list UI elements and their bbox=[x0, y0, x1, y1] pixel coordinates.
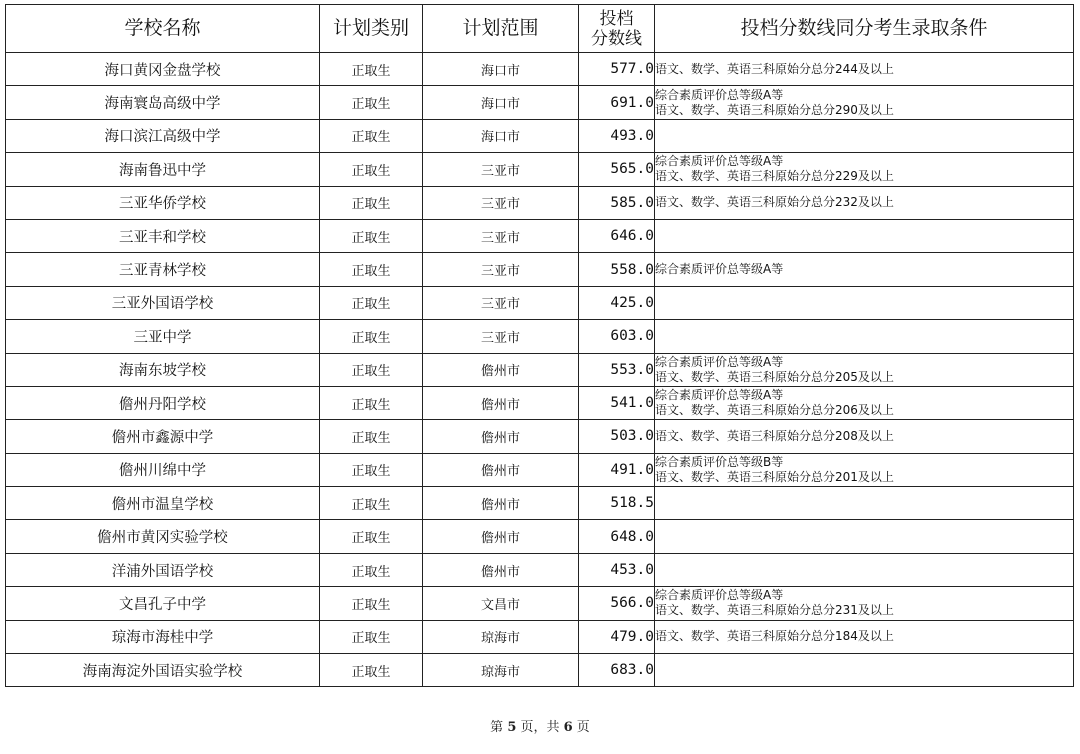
cutoff-score-cell: 558.0 bbox=[579, 253, 655, 286]
cutoff-score-cell: 493.0 bbox=[579, 119, 655, 152]
tie-conditions-cell bbox=[655, 253, 1074, 286]
tie-conditions-cell bbox=[655, 654, 1074, 687]
cutoff-score-cell: 565.0 bbox=[579, 153, 655, 186]
plan-area-cell: 儋州市 bbox=[423, 553, 579, 586]
header-cutoff-score bbox=[579, 5, 655, 53]
tie-conditions-cell bbox=[655, 620, 1074, 653]
condition-line: 综合素质评价总等级A等 bbox=[655, 588, 784, 603]
table-row bbox=[6, 453, 1074, 486]
footer-total-pages: 6 bbox=[563, 720, 573, 735]
cutoff-score-cell: 541.0 bbox=[579, 386, 655, 419]
cutoff-score-cell: 566.0 bbox=[579, 587, 655, 620]
condition-line: 语文、数学、英语三科原始分总分206及以上 bbox=[655, 403, 894, 418]
table-row bbox=[6, 587, 1074, 620]
table-row bbox=[6, 219, 1074, 252]
plan-type-cell: 正取生 bbox=[320, 53, 423, 86]
plan-type-cell: 正取生 bbox=[320, 620, 423, 653]
table-row bbox=[6, 420, 1074, 453]
header-plan-type: 计划类别 bbox=[320, 5, 423, 53]
condition-line: 语文、数学、英语三科原始分总分208及以上 bbox=[655, 428, 894, 443]
tie-conditions-cell bbox=[655, 286, 1074, 319]
plan-type-cell: 正取生 bbox=[320, 654, 423, 687]
tie-conditions-cell bbox=[655, 119, 1074, 152]
school-name-cell: 海南东坡学校 bbox=[6, 353, 320, 386]
plan-area-cell: 三亚市 bbox=[423, 286, 579, 319]
school-name-cell: 儋州市黄冈实验学校 bbox=[6, 520, 320, 553]
tie-conditions-cell bbox=[655, 186, 1074, 219]
table-row bbox=[6, 320, 1074, 353]
school-name-cell: 海南鲁迅中学 bbox=[6, 153, 320, 186]
cutoff-score-cell: 648.0 bbox=[579, 520, 655, 553]
cutoff-score-cell: 585.0 bbox=[579, 186, 655, 219]
table-row bbox=[6, 553, 1074, 586]
table-row bbox=[6, 654, 1074, 687]
school-name-cell: 三亚外国语学校 bbox=[6, 286, 320, 319]
school-name-cell: 儋州市温皇学校 bbox=[6, 487, 320, 520]
table-row bbox=[6, 186, 1074, 219]
table-row bbox=[6, 386, 1074, 419]
tie-conditions-cell bbox=[655, 219, 1074, 252]
school-name-cell: 洋浦外国语学校 bbox=[6, 553, 320, 586]
tie-conditions-cell bbox=[655, 86, 1074, 119]
condition-line: 综合素质评价总等级A等 bbox=[655, 354, 784, 369]
cutoff-score-cell: 425.0 bbox=[579, 286, 655, 319]
cutoff-score-cell: 453.0 bbox=[579, 553, 655, 586]
school-name-cell: 三亚中学 bbox=[6, 320, 320, 353]
school-name-cell: 海南寰岛高级中学 bbox=[6, 86, 320, 119]
school-name-cell: 儋州市鑫源中学 bbox=[6, 420, 320, 453]
plan-area-cell: 海口市 bbox=[423, 53, 579, 86]
plan-type-cell: 正取生 bbox=[320, 286, 423, 319]
condition-line: 综合素质评价总等级A等 bbox=[655, 262, 784, 277]
plan-type-cell: 正取生 bbox=[320, 520, 423, 553]
table-row bbox=[6, 253, 1074, 286]
plan-area-cell: 三亚市 bbox=[423, 219, 579, 252]
school-name-cell: 海南海淀外国语实验学校 bbox=[6, 654, 320, 687]
condition-line: 综合素质评价总等级A等 bbox=[655, 154, 784, 169]
cutoff-score-cell: 491.0 bbox=[579, 453, 655, 486]
tie-conditions-cell bbox=[655, 453, 1074, 486]
condition-line: 语文、数学、英语三科原始分总分231及以上 bbox=[655, 603, 894, 618]
plan-area-cell: 儋州市 bbox=[423, 353, 579, 386]
condition-line: 语文、数学、英语三科原始分总分232及以上 bbox=[655, 195, 894, 210]
plan-type-cell: 正取生 bbox=[320, 320, 423, 353]
table-row bbox=[6, 487, 1074, 520]
condition-line: 语文、数学、英语三科原始分总分205及以上 bbox=[655, 369, 894, 384]
plan-type-cell: 正取生 bbox=[320, 420, 423, 453]
plan-area-cell: 三亚市 bbox=[423, 253, 579, 286]
plan-type-cell: 正取生 bbox=[320, 353, 423, 386]
plan-type-cell: 正取生 bbox=[320, 119, 423, 152]
table-row bbox=[6, 86, 1074, 119]
tie-conditions-cell bbox=[655, 320, 1074, 353]
plan-area-cell: 海口市 bbox=[423, 119, 579, 152]
school-name-cell: 琼海市海桂中学 bbox=[6, 620, 320, 653]
plan-type-cell: 正取生 bbox=[320, 219, 423, 252]
condition-line: 语文、数学、英语三科原始分总分201及以上 bbox=[655, 469, 894, 484]
plan-area-cell: 儋州市 bbox=[423, 487, 579, 520]
table-body bbox=[6, 53, 1074, 687]
plan-type-cell: 正取生 bbox=[320, 253, 423, 286]
school-name-cell: 儋州丹阳学校 bbox=[6, 386, 320, 419]
plan-area-cell: 三亚市 bbox=[423, 153, 579, 186]
condition-line: 语文、数学、英语三科原始分总分244及以上 bbox=[655, 61, 894, 76]
school-name-cell: 三亚丰和学校 bbox=[6, 219, 320, 252]
school-name-cell: 三亚青林学校 bbox=[6, 253, 320, 286]
condition-line: 综合素质评价总等级A等 bbox=[655, 388, 784, 403]
cutoff-score-cell: 603.0 bbox=[579, 320, 655, 353]
cutoff-score-cell: 683.0 bbox=[579, 654, 655, 687]
header-tie-conditions: 投档分数线同分考生录取条件 bbox=[655, 5, 1074, 53]
plan-area-cell: 三亚市 bbox=[423, 186, 579, 219]
cutoff-score-cell: 553.0 bbox=[579, 353, 655, 386]
condition-line: 综合素质评价总等级B等 bbox=[655, 454, 784, 469]
footer-page-number: 5 bbox=[507, 720, 517, 735]
school-name-cell: 儋州川绵中学 bbox=[6, 453, 320, 486]
plan-area-cell: 琼海市 bbox=[423, 620, 579, 653]
table-row bbox=[6, 353, 1074, 386]
plan-area-cell: 儋州市 bbox=[423, 420, 579, 453]
table-header-row bbox=[6, 5, 1074, 53]
plan-area-cell: 儋州市 bbox=[423, 520, 579, 553]
admission-score-table bbox=[5, 4, 1074, 687]
cutoff-score-cell: 503.0 bbox=[579, 420, 655, 453]
tie-conditions-cell bbox=[655, 386, 1074, 419]
plan-area-cell: 海口市 bbox=[423, 86, 579, 119]
cutoff-score-cell: 577.0 bbox=[579, 53, 655, 86]
cutoff-score-cell: 479.0 bbox=[579, 620, 655, 653]
plan-type-cell: 正取生 bbox=[320, 86, 423, 119]
page-footer bbox=[0, 716, 1080, 735]
tie-conditions-cell bbox=[655, 153, 1074, 186]
header-cutoff-score-line1: 投档 bbox=[599, 8, 634, 29]
plan-type-cell: 正取生 bbox=[320, 587, 423, 620]
plan-area-cell: 文昌市 bbox=[423, 587, 579, 620]
header-cutoff-score-line2: 分数线 bbox=[591, 28, 642, 49]
plan-area-cell: 三亚市 bbox=[423, 320, 579, 353]
plan-area-cell: 儋州市 bbox=[423, 453, 579, 486]
plan-area-cell: 儋州市 bbox=[423, 386, 579, 419]
school-name-cell: 海口黄冈金盘学校 bbox=[6, 53, 320, 86]
plan-type-cell: 正取生 bbox=[320, 487, 423, 520]
plan-type-cell: 正取生 bbox=[320, 186, 423, 219]
tie-conditions-cell bbox=[655, 53, 1074, 86]
school-name-cell: 三亚华侨学校 bbox=[6, 186, 320, 219]
tie-conditions-cell bbox=[655, 353, 1074, 386]
condition-line: 语文、数学、英语三科原始分总分290及以上 bbox=[655, 102, 894, 117]
plan-type-cell: 正取生 bbox=[320, 453, 423, 486]
cutoff-score-cell: 691.0 bbox=[579, 86, 655, 119]
cutoff-score-cell: 518.5 bbox=[579, 487, 655, 520]
school-name-cell: 海口滨江高级中学 bbox=[6, 119, 320, 152]
table-row bbox=[6, 119, 1074, 152]
header-school: 学校名称 bbox=[6, 5, 320, 53]
tie-conditions-cell bbox=[655, 553, 1074, 586]
table-row bbox=[6, 286, 1074, 319]
footer-middle: 页，共 bbox=[516, 720, 564, 735]
tie-conditions-cell bbox=[655, 420, 1074, 453]
school-name-cell: 文昌孔子中学 bbox=[6, 587, 320, 620]
cutoff-score-cell: 646.0 bbox=[579, 219, 655, 252]
header-plan-area: 计划范围 bbox=[423, 5, 579, 53]
tie-conditions-cell bbox=[655, 487, 1074, 520]
tie-conditions-cell bbox=[655, 587, 1074, 620]
table-row bbox=[6, 520, 1074, 553]
plan-type-cell: 正取生 bbox=[320, 153, 423, 186]
plan-type-cell: 正取生 bbox=[320, 386, 423, 419]
plan-type-cell: 正取生 bbox=[320, 553, 423, 586]
table-row bbox=[6, 620, 1074, 653]
table-row bbox=[6, 153, 1074, 186]
condition-line: 语文、数学、英语三科原始分总分184及以上 bbox=[655, 629, 894, 644]
plan-area-cell: 琼海市 bbox=[423, 654, 579, 687]
condition-line: 语文、数学、英语三科原始分总分229及以上 bbox=[655, 169, 894, 184]
tie-conditions-cell bbox=[655, 520, 1074, 553]
table-row bbox=[6, 53, 1074, 86]
footer-prefix: 第 bbox=[490, 720, 508, 735]
footer-suffix: 页 bbox=[572, 720, 590, 735]
condition-line: 综合素质评价总等级A等 bbox=[655, 87, 784, 102]
